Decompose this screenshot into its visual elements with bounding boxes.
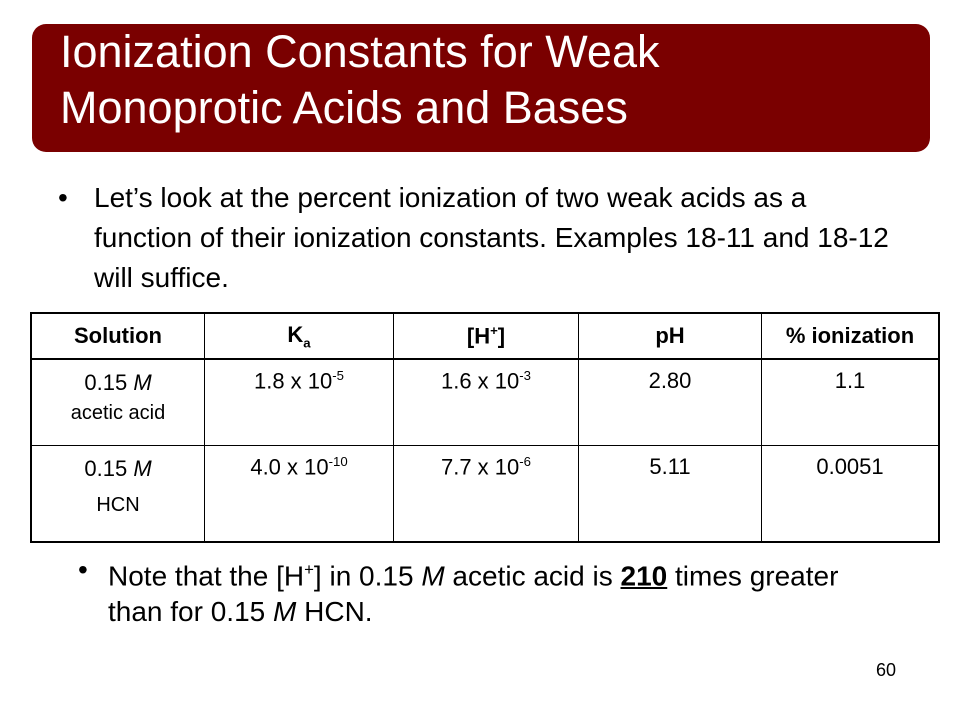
cell-ph: 5.11 <box>579 446 762 543</box>
bullet-dot: • <box>58 182 68 213</box>
h-exponent: -6 <box>519 454 531 469</box>
note-part-5: HCN. <box>296 596 373 628</box>
cell-h-concentration <box>394 359 579 446</box>
ka-base: 4.0 x 10 <box>250 454 329 480</box>
slide-title <box>60 24 920 136</box>
h-base: 7.7 x 10 <box>440 454 520 480</box>
h-exponent: -3 <box>519 368 531 383</box>
cell-solution <box>31 446 205 543</box>
solution-conc-value: 0.15 <box>84 456 128 481</box>
header-ka-main: K <box>287 321 304 347</box>
table-header-row <box>31 313 939 359</box>
header-solution: Solution <box>31 313 205 359</box>
ka-base: 1.8 x 10 <box>253 368 333 394</box>
cell-ka <box>205 359 394 446</box>
header-h-left: [H <box>466 323 491 349</box>
solution-name: acetic acid <box>70 402 166 424</box>
cell-ph: 2.80 <box>579 359 762 446</box>
note-ratio: 210 <box>620 560 668 592</box>
header-ka <box>205 313 394 359</box>
solution-unit: M <box>133 370 152 395</box>
bullet-dot: • <box>78 554 88 585</box>
ka-exponent: -5 <box>332 368 344 383</box>
title-line-1: Ionization Constants for Weak <box>60 26 660 77</box>
header-h-concentration <box>394 313 579 359</box>
intro-bullet <box>58 178 898 298</box>
header-ka-sub: a <box>303 335 311 351</box>
header-ionization: % ionization <box>762 313 940 359</box>
cell-ka <box>205 446 394 543</box>
note-unit-2: M <box>273 596 297 628</box>
note-part-3: acetic acid is <box>444 560 621 592</box>
table-row <box>31 359 939 446</box>
note-part-2: ] in 0.15 <box>313 560 422 592</box>
intro-text: Let’s look at the percent ionization of two weak acids as a function of their ionization constants. Examples 18-11 and 18-12 will suffice. <box>94 182 889 293</box>
solution-unit: M <box>133 456 152 481</box>
note-unit-1: M <box>421 560 445 592</box>
solution-conc-value: 0.15 <box>84 370 128 395</box>
note-sup: + <box>304 560 314 579</box>
header-ph: pH <box>579 313 762 359</box>
cell-ionization: 0.0051 <box>762 446 940 543</box>
cell-ionization: 1.1 <box>762 359 940 446</box>
ka-exponent: -10 <box>328 454 348 469</box>
header-h-sup: + <box>490 322 498 338</box>
note-part-1: Note that the [H <box>108 560 305 592</box>
solution-concentration <box>33 368 203 398</box>
table-row <box>31 446 939 543</box>
cell-solution <box>31 359 205 446</box>
h-base: 1.6 x 10 <box>440 368 520 394</box>
note-text <box>108 552 898 630</box>
header-h-right: ] <box>497 323 506 349</box>
note-part-4: times greater than for 0.15 <box>108 560 839 628</box>
page-number: 60 <box>876 660 897 680</box>
note-bullet <box>78 552 898 630</box>
title-line-2: Monoprotic Acids and Bases <box>60 82 628 133</box>
solution-concentration <box>33 454 203 484</box>
cell-h-concentration <box>394 446 579 543</box>
solution-name: HCN <box>96 494 140 516</box>
ionization-table <box>30 312 940 543</box>
